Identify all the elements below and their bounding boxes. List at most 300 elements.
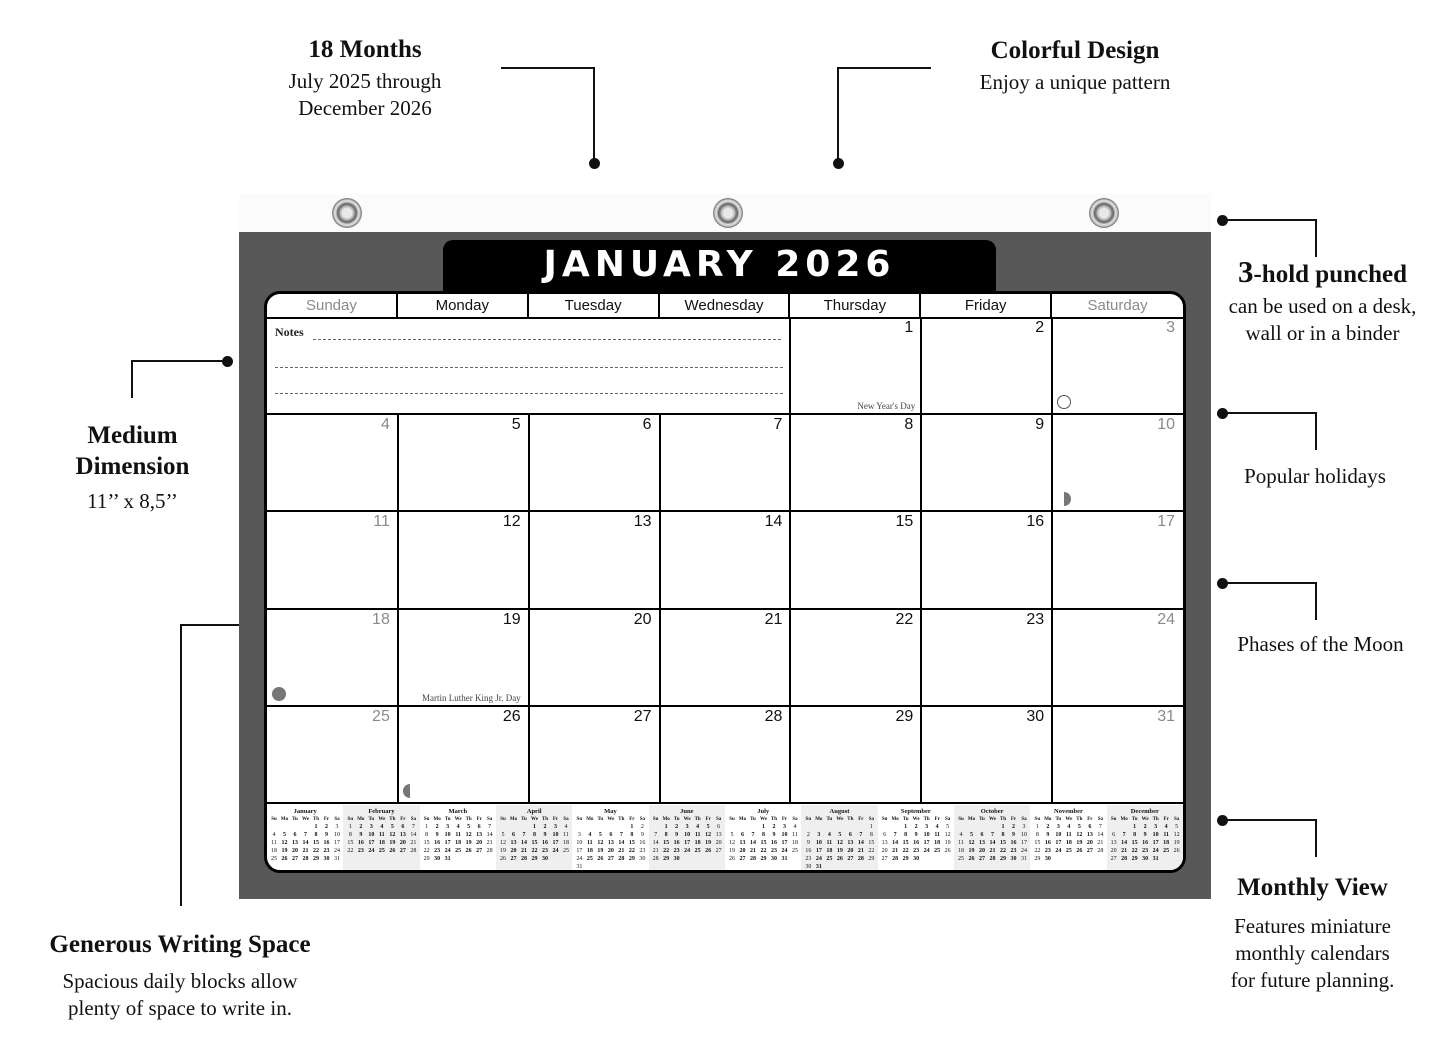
mini-day: 20 bbox=[847, 848, 854, 854]
mini-day: 27 bbox=[292, 856, 298, 862]
mini-weekday: Mo bbox=[815, 817, 823, 822]
mini-weekday: Sa bbox=[1021, 817, 1027, 822]
day-number: 7 bbox=[773, 416, 783, 434]
mini-day: 14 bbox=[857, 840, 864, 846]
mini-day: 26 bbox=[1076, 848, 1083, 854]
mini-day: 22 bbox=[531, 848, 538, 854]
day-cell[interactable] bbox=[921, 511, 1052, 608]
mini-weekday: Tu bbox=[1131, 817, 1138, 822]
mini-day: 24 bbox=[1152, 848, 1159, 854]
mini-weekday: Su bbox=[881, 817, 888, 822]
mini-day: 30 bbox=[771, 856, 777, 862]
mini-day: 10 bbox=[923, 832, 930, 838]
mini-day: 17 bbox=[815, 848, 822, 854]
mini-day: 14 bbox=[521, 840, 527, 846]
mini-day: 14 bbox=[989, 840, 996, 846]
day-number: 3 bbox=[1166, 319, 1175, 336]
mini-week-row bbox=[651, 840, 725, 847]
mini-weekday: Fr bbox=[629, 817, 635, 822]
notes-line bbox=[275, 393, 783, 394]
mini-day: 6 bbox=[848, 832, 852, 838]
mini-day: 27 bbox=[847, 856, 854, 862]
mini-day: 12 bbox=[729, 840, 735, 846]
mini-day: 4 bbox=[696, 824, 700, 830]
annotation-text: Features miniature bbox=[1234, 914, 1391, 938]
annotation-title: Colorful Design bbox=[990, 37, 1160, 64]
mini-weekday: Mo bbox=[967, 817, 976, 822]
day-cell[interactable] bbox=[921, 609, 1052, 706]
day-cell[interactable] bbox=[660, 414, 791, 511]
mini-day: 29 bbox=[313, 856, 319, 862]
day-cell[interactable] bbox=[398, 414, 529, 511]
mini-day: 13 bbox=[847, 840, 854, 846]
grommet-icon bbox=[1089, 198, 1119, 228]
mini-week-row bbox=[269, 824, 343, 831]
mini-day: 31 bbox=[781, 856, 788, 862]
mini-calendar bbox=[801, 805, 877, 873]
annotation-text: wall or in a binder bbox=[1245, 321, 1400, 345]
day-number: 21 bbox=[764, 610, 783, 628]
mini-calendar-title: October bbox=[980, 808, 1004, 815]
day-number: 17 bbox=[1157, 513, 1175, 531]
mini-weekday: Mo bbox=[1120, 817, 1128, 822]
mini-day: 12 bbox=[500, 840, 506, 846]
mini-weekday: Fr bbox=[552, 817, 559, 822]
mini-week-row bbox=[269, 856, 343, 863]
mini-day: 31 bbox=[444, 856, 451, 862]
mini-week-row bbox=[1109, 832, 1183, 839]
mini-week-row bbox=[345, 832, 419, 839]
mini-day: 18 bbox=[1065, 840, 1072, 846]
mini-day: 29 bbox=[423, 856, 430, 862]
mini-calendar-title: July bbox=[757, 808, 770, 815]
mini-day: 19 bbox=[968, 848, 975, 854]
mini-day: 24 bbox=[1055, 848, 1062, 854]
mini-day: 17 bbox=[1055, 840, 1062, 846]
mini-day: 5 bbox=[467, 824, 471, 830]
mini-weekday: We bbox=[1065, 817, 1073, 822]
day-cell[interactable] bbox=[660, 706, 791, 803]
mini-weekday: We bbox=[531, 817, 538, 822]
day-number: 1 bbox=[904, 319, 914, 336]
day-cell[interactable] bbox=[529, 609, 660, 706]
mini-weekday: Th bbox=[1152, 817, 1159, 822]
mini-day: 5 bbox=[730, 832, 734, 838]
mini-day: 2 bbox=[806, 832, 810, 838]
day-number: 9 bbox=[1035, 416, 1045, 434]
day-cell[interactable] bbox=[790, 609, 921, 706]
mini-day: 10 bbox=[552, 832, 559, 838]
mini-calendar bbox=[954, 805, 1030, 873]
mini-day: 26 bbox=[500, 856, 506, 862]
mini-day: 25 bbox=[378, 848, 385, 854]
mini-day: 18 bbox=[934, 840, 941, 846]
annotation-text: for future planning. bbox=[1230, 968, 1395, 992]
mini-week-row bbox=[803, 840, 877, 847]
mini-day: 7 bbox=[619, 832, 623, 838]
mini-day: 13 bbox=[1110, 840, 1117, 846]
day-cell[interactable] bbox=[267, 706, 398, 803]
mini-week-row bbox=[574, 824, 648, 831]
mini-day: 8 bbox=[869, 832, 873, 838]
mini-weekday-row bbox=[956, 816, 1030, 823]
mini-day: 11 bbox=[792, 832, 798, 838]
mini-day: 5 bbox=[390, 824, 394, 830]
mini-day: 9 bbox=[359, 832, 363, 838]
mini-weekday: Fr bbox=[858, 817, 864, 822]
annotation-title: 18 Months bbox=[308, 36, 422, 63]
mini-day: 28 bbox=[1097, 848, 1104, 854]
mini-day: 30 bbox=[1010, 856, 1017, 862]
mini-day: 6 bbox=[980, 832, 984, 838]
mini-day: 19 bbox=[1076, 840, 1083, 846]
day-number: 28 bbox=[764, 707, 783, 725]
mini-day: 27 bbox=[399, 848, 406, 854]
annotation-title-rest: -hold punched bbox=[1253, 261, 1408, 288]
mini-week-row bbox=[880, 848, 954, 855]
mini-weekday: Su bbox=[500, 817, 506, 822]
mini-day: 21 bbox=[989, 848, 996, 854]
mini-calendar bbox=[878, 805, 954, 873]
mini-weekday: Tu bbox=[673, 817, 680, 822]
leader-line bbox=[1221, 412, 1317, 414]
mini-day: 12 bbox=[389, 832, 396, 838]
mini-day: 21 bbox=[486, 840, 493, 846]
mini-week-row bbox=[269, 848, 343, 855]
annotation-title-number: 3 bbox=[1237, 254, 1254, 289]
mini-day: 9 bbox=[325, 832, 328, 838]
mini-calendar bbox=[343, 805, 419, 873]
mini-weekday: Su bbox=[423, 817, 430, 822]
mini-day: 3 bbox=[783, 824, 786, 830]
mini-day: 7 bbox=[1122, 832, 1126, 838]
mini-day: 16 bbox=[639, 840, 646, 846]
leader-line bbox=[1221, 819, 1317, 821]
mini-day: 29 bbox=[868, 856, 875, 862]
day-cell[interactable] bbox=[921, 414, 1052, 511]
mini-week-row bbox=[1032, 848, 1106, 855]
mini-day: 18 bbox=[826, 848, 833, 854]
leader-dot bbox=[589, 158, 600, 169]
day-number: 18 bbox=[372, 610, 390, 628]
mini-day: 27 bbox=[476, 848, 483, 854]
mini-day: 14 bbox=[302, 840, 309, 846]
mini-weekday: Th bbox=[312, 817, 320, 822]
mini-day: 4 bbox=[935, 824, 939, 830]
mini-day: 16 bbox=[542, 840, 548, 846]
moon-phase-icon bbox=[272, 687, 286, 701]
mini-day: 10 bbox=[576, 840, 583, 846]
mini-weekday: Su bbox=[805, 817, 812, 822]
mini-weekday: Mo bbox=[662, 817, 670, 822]
mini-day: 6 bbox=[883, 832, 887, 838]
mini-weekday-row bbox=[880, 816, 954, 823]
mini-weekday-row bbox=[269, 816, 343, 823]
mini-day: 9 bbox=[640, 832, 644, 838]
day-cell[interactable] bbox=[660, 511, 791, 608]
mini-day: 7 bbox=[411, 824, 415, 830]
mini-week-row bbox=[1032, 832, 1106, 839]
mini-day: 11 bbox=[271, 840, 277, 846]
annotation-text: plenty of space to write in. bbox=[68, 996, 292, 1020]
mini-weekday: Mo bbox=[433, 817, 441, 822]
day-cell[interactable] bbox=[529, 706, 660, 803]
day-cell[interactable] bbox=[921, 317, 1052, 414]
day-cell[interactable] bbox=[529, 414, 660, 511]
mini-day: 20 bbox=[476, 840, 483, 846]
day-cell[interactable] bbox=[267, 511, 398, 608]
mini-day: 21 bbox=[618, 848, 625, 854]
mini-day: 11 bbox=[826, 840, 833, 846]
mini-day: 4 bbox=[272, 832, 276, 838]
mini-week-row bbox=[498, 848, 572, 855]
mini-day: 5 bbox=[706, 824, 710, 830]
mini-day: 6 bbox=[717, 824, 721, 830]
annotation-text: Phases of the Moon bbox=[1237, 632, 1404, 656]
mini-day: 1 bbox=[348, 824, 352, 830]
mini-day: 5 bbox=[1175, 824, 1179, 830]
mini-calendar bbox=[496, 805, 572, 873]
mini-day: 13 bbox=[292, 840, 298, 846]
mini-day: 23 bbox=[771, 848, 777, 854]
mini-day: 11 bbox=[586, 840, 593, 846]
mini-day: 17 bbox=[576, 848, 583, 854]
day-number: 30 bbox=[1026, 707, 1045, 725]
mini-day: 2 bbox=[640, 824, 644, 830]
mini-week-row bbox=[422, 832, 496, 839]
mini-day: 21 bbox=[857, 848, 864, 854]
mini-day: 23 bbox=[357, 848, 364, 854]
mini-day: 1 bbox=[630, 824, 634, 830]
mini-weekday: Fr bbox=[705, 817, 711, 822]
mini-day: 25 bbox=[934, 848, 941, 854]
mini-day: 4 bbox=[1164, 824, 1168, 830]
mini-weekday-row bbox=[651, 816, 725, 823]
mini-day: 29 bbox=[1000, 856, 1006, 862]
day-cell[interactable] bbox=[1052, 317, 1183, 414]
mini-day: 26 bbox=[729, 856, 735, 862]
mini-day: 12 bbox=[944, 832, 951, 838]
day-cell[interactable] bbox=[529, 511, 660, 608]
day-cell[interactable] bbox=[1052, 511, 1183, 608]
mini-weekday: Fr bbox=[400, 817, 406, 822]
mini-week-row bbox=[498, 840, 572, 847]
mini-day: 28 bbox=[521, 856, 527, 862]
day-cell[interactable] bbox=[1052, 706, 1183, 803]
day-cell[interactable] bbox=[790, 317, 921, 414]
mini-day: 16 bbox=[673, 840, 680, 846]
mini-day: 5 bbox=[838, 832, 842, 838]
mini-week-row bbox=[1032, 840, 1106, 847]
mini-day: 30 bbox=[323, 856, 330, 862]
day-cell[interactable] bbox=[267, 609, 398, 706]
mini-day: 20 bbox=[607, 848, 614, 854]
mini-weekday: Tu bbox=[444, 817, 451, 822]
mini-day: 23 bbox=[542, 848, 548, 854]
mini-day: 5 bbox=[946, 824, 950, 830]
mini-weekday: Su bbox=[576, 817, 583, 822]
mini-day: 24 bbox=[368, 848, 375, 854]
mini-weekday: We bbox=[607, 817, 615, 822]
mini-day: 1 bbox=[869, 824, 873, 830]
day-number: 19 bbox=[502, 610, 521, 628]
mini-weekday-row bbox=[727, 816, 801, 823]
mini-day: 1 bbox=[664, 824, 668, 830]
mini-day: 1 bbox=[314, 824, 318, 830]
mini-week-row bbox=[651, 824, 725, 831]
mini-day: 9 bbox=[1046, 832, 1050, 838]
day-cell[interactable] bbox=[267, 414, 398, 511]
mini-day: 13 bbox=[607, 840, 614, 846]
mini-day: 14 bbox=[618, 840, 625, 846]
mini-day: 26 bbox=[705, 848, 712, 854]
mini-day: 26 bbox=[389, 848, 396, 854]
mini-day: 7 bbox=[654, 832, 658, 838]
mini-weekday: Sa bbox=[410, 817, 416, 822]
day-cell[interactable] bbox=[1052, 414, 1183, 511]
mini-weekday: Sa bbox=[487, 817, 493, 822]
mini-week-row bbox=[803, 864, 877, 871]
mini-day: 19 bbox=[281, 848, 288, 854]
day-cell[interactable] bbox=[921, 706, 1052, 803]
mini-week-row bbox=[345, 824, 419, 831]
leader-line bbox=[1315, 219, 1317, 257]
mini-day: 28 bbox=[989, 856, 996, 862]
mini-day: 24 bbox=[552, 848, 559, 854]
mini-day: 3 bbox=[1022, 824, 1026, 830]
mini-day: 4 bbox=[588, 832, 592, 838]
day-number: 24 bbox=[1157, 610, 1175, 628]
day-cell[interactable] bbox=[660, 609, 791, 706]
mini-day: 11 bbox=[455, 832, 461, 838]
mini-day: 1 bbox=[904, 824, 908, 830]
day-cell[interactable] bbox=[790, 511, 921, 608]
mini-day: 16 bbox=[771, 840, 777, 846]
mini-day: 18 bbox=[792, 840, 798, 846]
mini-day: 16 bbox=[1010, 840, 1017, 846]
mini-weekday-row bbox=[1109, 816, 1183, 823]
mini-day: 22 bbox=[628, 848, 635, 854]
mini-weekday-row bbox=[1032, 816, 1106, 823]
mini-weekday: Th bbox=[618, 817, 625, 822]
mini-day: 19 bbox=[1173, 840, 1180, 846]
mini-day: 9 bbox=[1143, 832, 1147, 838]
mini-week-row bbox=[345, 848, 419, 855]
mini-day: 4 bbox=[456, 824, 460, 830]
leader-line bbox=[837, 67, 839, 163]
mini-day: 24 bbox=[576, 856, 583, 862]
calendar-board bbox=[239, 232, 1211, 899]
mini-calendar-title: May bbox=[604, 808, 617, 815]
mini-day: 23 bbox=[639, 848, 646, 854]
mini-day: 29 bbox=[760, 856, 767, 862]
day-cell[interactable] bbox=[790, 414, 921, 511]
day-cell[interactable] bbox=[1052, 609, 1183, 706]
mini-day: 19 bbox=[705, 840, 712, 846]
calendar-page bbox=[264, 291, 1186, 873]
mini-weekday: Th bbox=[465, 817, 472, 822]
weekday-header: Tuesday bbox=[529, 294, 660, 317]
mini-day: 8 bbox=[664, 832, 668, 838]
mini-day: 30 bbox=[805, 864, 812, 870]
mini-day: 11 bbox=[694, 832, 701, 838]
mini-day: 24 bbox=[815, 856, 822, 862]
mini-day: 6 bbox=[293, 832, 297, 838]
mini-weekday: Sa bbox=[563, 817, 569, 822]
day-number: 4 bbox=[380, 416, 390, 434]
mini-day: 22 bbox=[1000, 848, 1006, 854]
mini-day: 6 bbox=[477, 824, 481, 830]
mini-weekday: Sa bbox=[716, 817, 722, 822]
mini-calendar bbox=[1030, 805, 1106, 873]
mini-day: 14 bbox=[750, 840, 756, 846]
mini-calendar-title: January bbox=[293, 808, 317, 815]
leader-dot bbox=[222, 356, 233, 367]
mini-day: 14 bbox=[652, 840, 659, 846]
mini-week-row bbox=[269, 832, 343, 839]
mini-day: 4 bbox=[959, 832, 963, 838]
leader-line bbox=[837, 67, 931, 69]
day-number: 13 bbox=[633, 513, 652, 531]
mini-calendar bbox=[725, 805, 801, 873]
day-cell[interactable] bbox=[398, 511, 529, 608]
mini-day: 1 bbox=[1035, 824, 1039, 830]
mini-weekday-row bbox=[498, 816, 572, 823]
annotation-text: Popular holidays bbox=[1244, 464, 1386, 488]
day-cell[interactable] bbox=[398, 706, 529, 803]
mini-day: 2 bbox=[359, 824, 363, 830]
mini-day: 2 bbox=[1012, 824, 1015, 830]
mini-weekday: Mo bbox=[738, 817, 747, 822]
mini-day: 10 bbox=[815, 840, 822, 846]
mini-day: 28 bbox=[652, 856, 659, 862]
mini-day: 5 bbox=[501, 832, 505, 838]
mini-weekday: We bbox=[912, 817, 920, 822]
mini-week-row bbox=[803, 856, 877, 863]
day-number: 23 bbox=[1026, 610, 1045, 628]
mini-day: 16 bbox=[1044, 840, 1051, 846]
mini-weekday-row bbox=[574, 816, 648, 823]
mini-weekday: Su bbox=[271, 817, 277, 822]
mini-weekday: Th bbox=[694, 817, 701, 822]
mini-day: 19 bbox=[597, 848, 604, 854]
mini-day: 3 bbox=[335, 824, 339, 830]
mini-weekday: Th bbox=[541, 817, 549, 822]
mini-day: 25 bbox=[1163, 848, 1170, 854]
mini-day: 12 bbox=[705, 832, 712, 838]
mini-week-row bbox=[803, 848, 877, 855]
mini-day: 24 bbox=[923, 848, 930, 854]
mini-day: 18 bbox=[586, 848, 593, 854]
mini-day: 25 bbox=[455, 848, 462, 854]
mini-day: 4 bbox=[1067, 824, 1071, 830]
mini-day: 29 bbox=[663, 856, 670, 862]
mini-calendar bbox=[420, 805, 496, 873]
mini-day: 10 bbox=[1152, 832, 1159, 838]
day-cell[interactable] bbox=[790, 706, 921, 803]
day-number: 12 bbox=[502, 513, 521, 531]
day-cell[interactable] bbox=[398, 609, 529, 706]
mini-weekday: Su bbox=[729, 817, 735, 822]
mini-day: 25 bbox=[1065, 848, 1072, 854]
notes-line bbox=[275, 367, 783, 368]
moon-phase-icon bbox=[403, 784, 417, 798]
mini-day: 11 bbox=[934, 832, 940, 838]
mini-week-row bbox=[956, 840, 1030, 847]
notes-line bbox=[313, 339, 781, 340]
mini-day: 20 bbox=[510, 848, 517, 854]
mini-day: 6 bbox=[1112, 832, 1116, 838]
